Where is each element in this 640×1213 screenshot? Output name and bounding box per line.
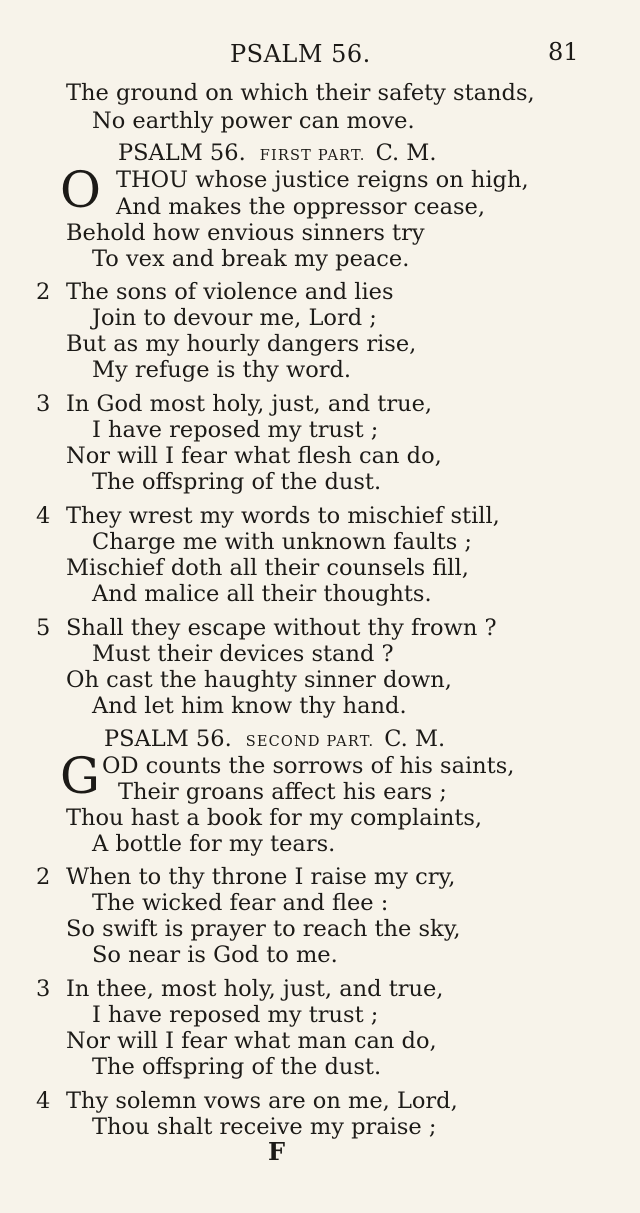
drop-cap: O <box>60 161 101 219</box>
verse-line: Shall they escape without thy frown ? <box>66 615 497 641</box>
stanza-number: 3 <box>36 391 51 417</box>
section-heading-second-part <box>104 726 445 755</box>
heading-meter: C. M. <box>375 140 437 166</box>
heading-psalm: PSALM 56. <box>104 726 232 752</box>
verse-line: A bottle for my tears. <box>92 831 336 857</box>
verse-line: Nor will I fear what man can do, <box>66 1028 437 1054</box>
verse-line: Oh cast the haughty sinner down, <box>66 667 452 693</box>
verse-line: To vex and break my peace. <box>92 246 410 272</box>
verse-line: The offspring of the dust. <box>92 469 382 495</box>
verse-line: And let him know thy hand. <box>92 693 407 719</box>
heading-part: FIRST PART. <box>259 148 366 164</box>
verse-line: Nor will I fear what flesh can do, <box>66 443 442 469</box>
verse-line: Thy solemn vows are on me, Lord, <box>66 1088 458 1114</box>
stanza-number: 4 <box>36 1088 51 1114</box>
verse-line: The offspring of the dust. <box>92 1054 382 1080</box>
verse-line: And makes the oppressor cease, <box>116 194 486 220</box>
verse-line: They wrest my words to mischief still, <box>66 503 500 529</box>
verse-line: But as my hourly dangers rise, <box>66 331 417 357</box>
verse-line: My refuge is thy word. <box>92 357 352 383</box>
stanza-number: 3 <box>36 976 51 1002</box>
heading-meter: C. M. <box>384 726 446 752</box>
verse-line: Thou shalt receive my praise ; <box>92 1114 437 1140</box>
verse-line: Thou hast a book for my complaints, <box>66 805 483 831</box>
signature-mark: F <box>268 1137 286 1166</box>
verse-line: No earthly power can move. <box>92 108 415 134</box>
verse-line: When to thy throne I raise my cry, <box>66 864 456 890</box>
verse-line: And malice all their thoughts. <box>92 581 432 607</box>
verse-line: So near is God to me. <box>92 942 338 968</box>
verse-line: Must their devices stand ? <box>92 641 394 667</box>
section-heading-first-part <box>118 140 436 169</box>
verse-line: Their groans affect his ears ; <box>118 779 447 805</box>
verse-line: So swift is prayer to reach the sky, <box>66 916 461 942</box>
verse-line: The ground on which their safety stands, <box>66 80 535 106</box>
drop-cap: G <box>60 747 100 805</box>
stanza-number: 4 <box>36 503 51 529</box>
verse-line: THOU whose justice reigns on high, <box>116 167 529 193</box>
page-number: 81 <box>548 38 579 66</box>
stanza-number: 2 <box>36 279 51 305</box>
verse-line: In thee, most holy, just, and true, <box>66 976 444 1002</box>
heading-part: SECOND PART. <box>245 734 375 750</box>
running-title: PSALM 56. <box>230 40 371 68</box>
heading-psalm: PSALM 56. <box>118 140 246 166</box>
verse-line: OD counts the sorrows of his saints, <box>102 753 515 779</box>
stanza-number: 2 <box>36 864 51 890</box>
verse-line: In God most holy, just, and true, <box>66 391 433 417</box>
verse-line: Charge me with unknown faults ; <box>92 529 472 555</box>
stanza-number: 5 <box>36 615 51 641</box>
verse-line: I have reposed my trust ; <box>92 1002 379 1028</box>
verse-line: The wicked fear and flee : <box>92 890 389 916</box>
verse-line: Join to devour me, Lord ; <box>92 305 377 331</box>
running-header <box>0 40 640 70</box>
verse-line: Behold how envious sinners try <box>66 220 425 246</box>
verse-line: The sons of violence and lies <box>66 279 394 305</box>
verse-line: I have reposed my trust ; <box>92 417 379 443</box>
verse-line: Mischief doth all their counsels fill, <box>66 555 469 581</box>
